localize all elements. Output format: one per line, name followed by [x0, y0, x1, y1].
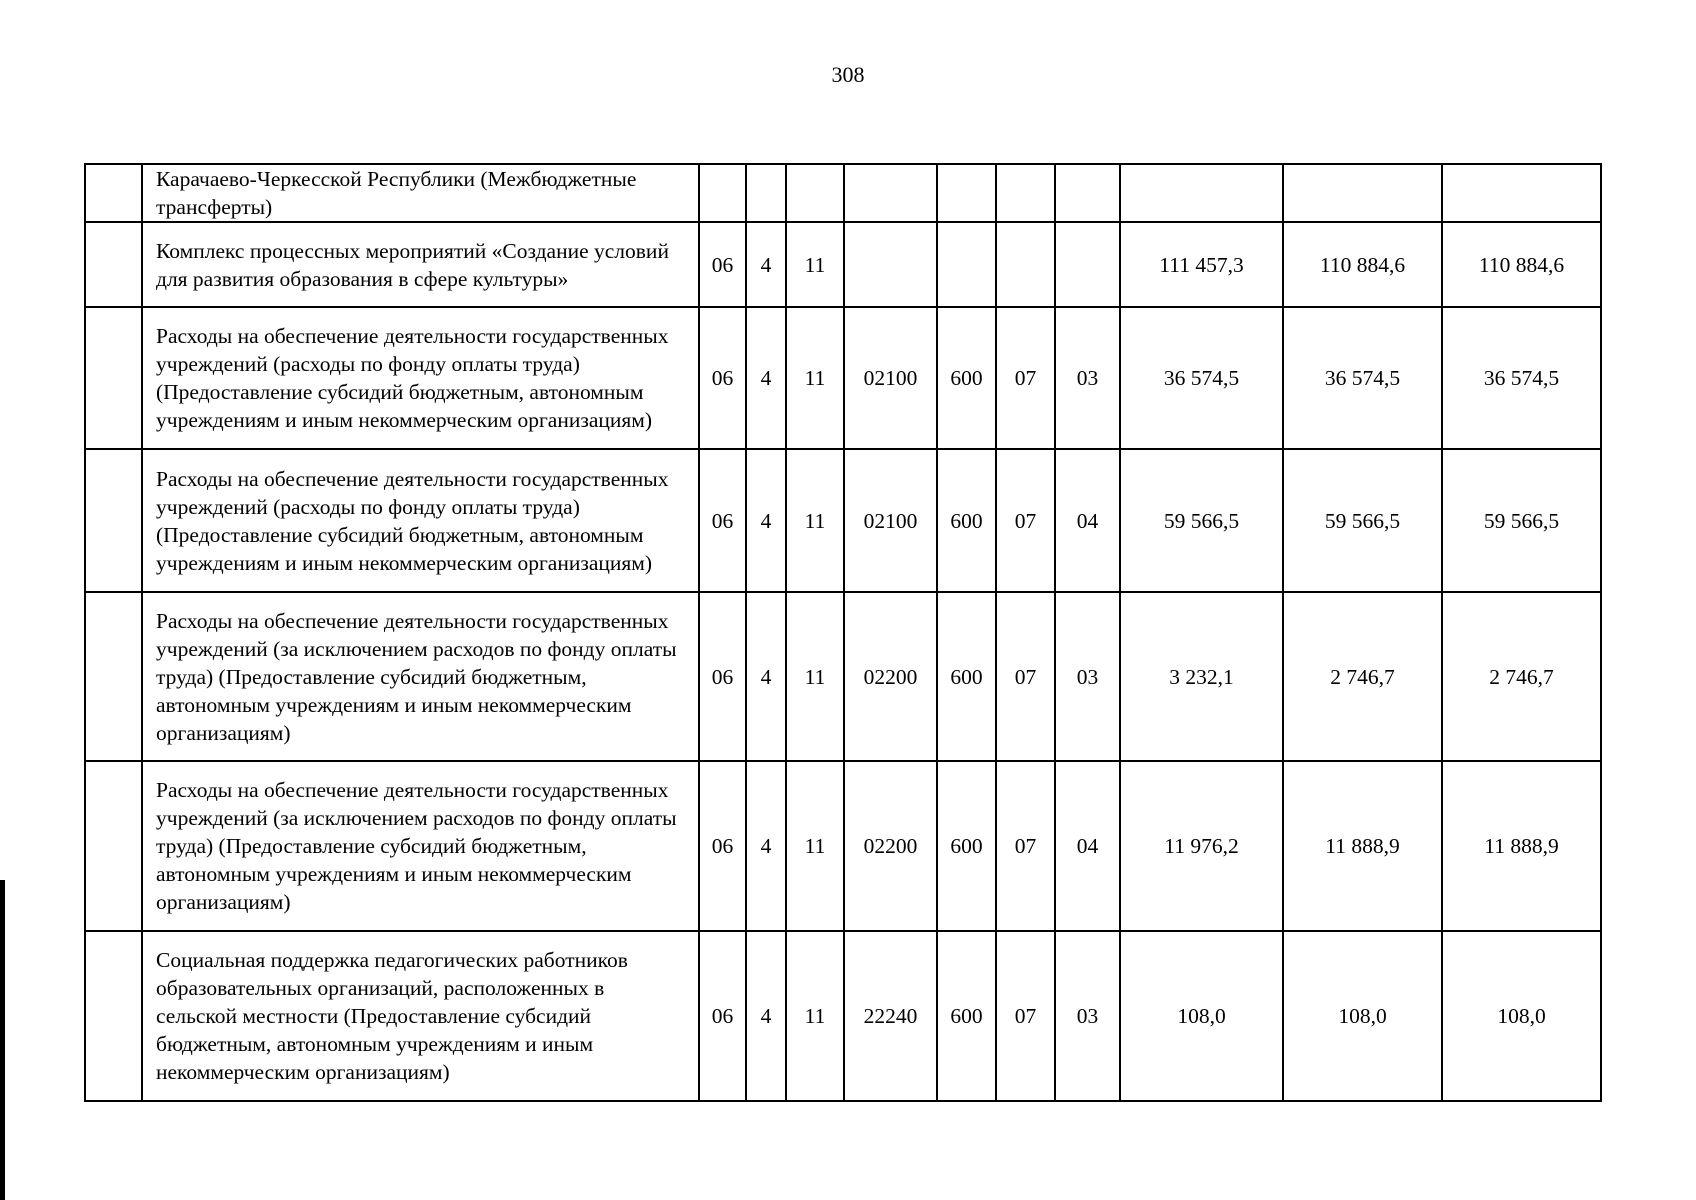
amount-cell — [1283, 164, 1442, 222]
table-row — [85, 164, 1601, 222]
code-cell — [996, 164, 1055, 222]
row-number-cell — [85, 449, 142, 592]
item-name: Комплекс процессных мероприятий «Создание условий для развития образования в сфере культуры» — [142, 222, 699, 307]
code-cell: 03 — [1055, 592, 1120, 761]
code-cell: 07 — [996, 761, 1055, 931]
table-row — [85, 449, 1601, 592]
code-cell: 03 — [1055, 931, 1120, 1101]
code-cell: 11 — [786, 592, 844, 761]
code-cell: 06 — [699, 592, 746, 761]
code-cell: 11 — [786, 761, 844, 931]
code-cell: 06 — [699, 931, 746, 1101]
code-cell — [844, 164, 937, 222]
amount-cell: 36 574,5 — [1120, 307, 1283, 449]
item-name: Расходы на обеспечение деятельности государственных учреждений (расходы по фонду оплаты труда) (Предоставление субсидий бюджетным, автономным учреждениям и иным некоммерческим организациям) — [142, 307, 699, 449]
code-cell: 02200 — [844, 592, 937, 761]
amount-cell: 3 232,1 — [1120, 592, 1283, 761]
code-cell: 4 — [746, 449, 786, 592]
item-name: Карачаево-Черкесской Республики (Межбюджетные трансферты) — [142, 164, 699, 222]
code-cell — [699, 164, 746, 222]
amount-cell: 2 746,7 — [1283, 592, 1442, 761]
code-cell: 600 — [937, 761, 996, 931]
budget-table — [84, 163, 1602, 1102]
table-row — [85, 931, 1601, 1101]
code-cell: 07 — [996, 592, 1055, 761]
amount-cell: 59 566,5 — [1442, 449, 1601, 592]
code-cell — [996, 222, 1055, 307]
amount-cell: 2 746,7 — [1442, 592, 1601, 761]
amount-cell: 11 888,9 — [1442, 761, 1601, 931]
amount-cell: 11 888,9 — [1283, 761, 1442, 931]
code-cell — [1055, 222, 1120, 307]
code-cell: 06 — [699, 222, 746, 307]
code-cell: 4 — [746, 592, 786, 761]
page-number: 308 — [831, 62, 865, 87]
amount-cell: 36 574,5 — [1283, 307, 1442, 449]
table-row — [85, 592, 1601, 761]
code-cell: 4 — [746, 931, 786, 1101]
row-number-cell — [85, 307, 142, 449]
amount-cell: 110 884,6 — [1283, 222, 1442, 307]
row-number-cell — [85, 761, 142, 931]
code-cell — [786, 164, 844, 222]
amount-cell: 108,0 — [1120, 931, 1283, 1101]
item-name: Расходы на обеспечение деятельности государственных учреждений (за исключением расходов по фонду оплаты труда) (Предоставление субсидий бюджетным, автономным учреждениям и иным некоммерческим организациям) — [142, 761, 699, 931]
code-cell: 4 — [746, 761, 786, 931]
item-name: Расходы на обеспечение деятельности государственных учреждений (за исключением расходов по фонду оплаты труда) (Предоставление субсидий бюджетным, автономным учреждениям и иным некоммерческим организациям) — [142, 592, 699, 761]
code-cell: 02200 — [844, 761, 937, 931]
code-cell: 06 — [699, 449, 746, 592]
amount-cell: 108,0 — [1283, 931, 1442, 1101]
code-cell: 03 — [1055, 307, 1120, 449]
code-cell: 11 — [786, 222, 844, 307]
code-cell: 02100 — [844, 449, 937, 592]
code-cell: 06 — [699, 761, 746, 931]
code-cell: 4 — [746, 222, 786, 307]
code-cell: 07 — [996, 307, 1055, 449]
item-name: Социальная поддержка педагогических работников образовательных организаций, расположенных в сельской местности (Предоставление субсидий бюджетным, автономным учреждениям и иным некоммерческим организациям) — [142, 931, 699, 1101]
amount-cell — [1120, 164, 1283, 222]
amount-cell: 11 976,2 — [1120, 761, 1283, 931]
scan-edge — [0, 880, 5, 1200]
amount-cell: 59 566,5 — [1283, 449, 1442, 592]
code-cell: 04 — [1055, 449, 1120, 592]
amount-cell: 36 574,5 — [1442, 307, 1601, 449]
code-cell — [937, 164, 996, 222]
code-cell — [746, 164, 786, 222]
row-number-cell — [85, 164, 142, 222]
code-cell: 22240 — [844, 931, 937, 1101]
row-number-cell — [85, 931, 142, 1101]
table-row — [85, 222, 1601, 307]
code-cell: 600 — [937, 931, 996, 1101]
code-cell — [1055, 164, 1120, 222]
code-cell: 07 — [996, 931, 1055, 1101]
code-cell: 4 — [746, 307, 786, 449]
row-number-cell — [85, 222, 142, 307]
code-cell: 11 — [786, 307, 844, 449]
code-cell: 600 — [937, 449, 996, 592]
code-cell: 06 — [699, 307, 746, 449]
item-name: Расходы на обеспечение деятельности государственных учреждений (расходы по фонду оплаты труда) (Предоставление субсидий бюджетным, автономным учреждениям и иным некоммерческим организациям) — [142, 449, 699, 592]
code-cell — [937, 222, 996, 307]
amount-cell: 111 457,3 — [1120, 222, 1283, 307]
code-cell: 04 — [1055, 761, 1120, 931]
code-cell: 07 — [996, 449, 1055, 592]
amount-cell: 59 566,5 — [1120, 449, 1283, 592]
code-cell: 11 — [786, 449, 844, 592]
code-cell: 600 — [937, 592, 996, 761]
row-number-cell — [85, 592, 142, 761]
code-cell: 11 — [786, 931, 844, 1101]
amount-cell: 108,0 — [1442, 931, 1601, 1101]
table-row — [85, 307, 1601, 449]
code-cell — [844, 222, 937, 307]
code-cell: 02100 — [844, 307, 937, 449]
amount-cell: 110 884,6 — [1442, 222, 1601, 307]
table-row — [85, 761, 1601, 931]
amount-cell — [1442, 164, 1601, 222]
code-cell: 600 — [937, 307, 996, 449]
